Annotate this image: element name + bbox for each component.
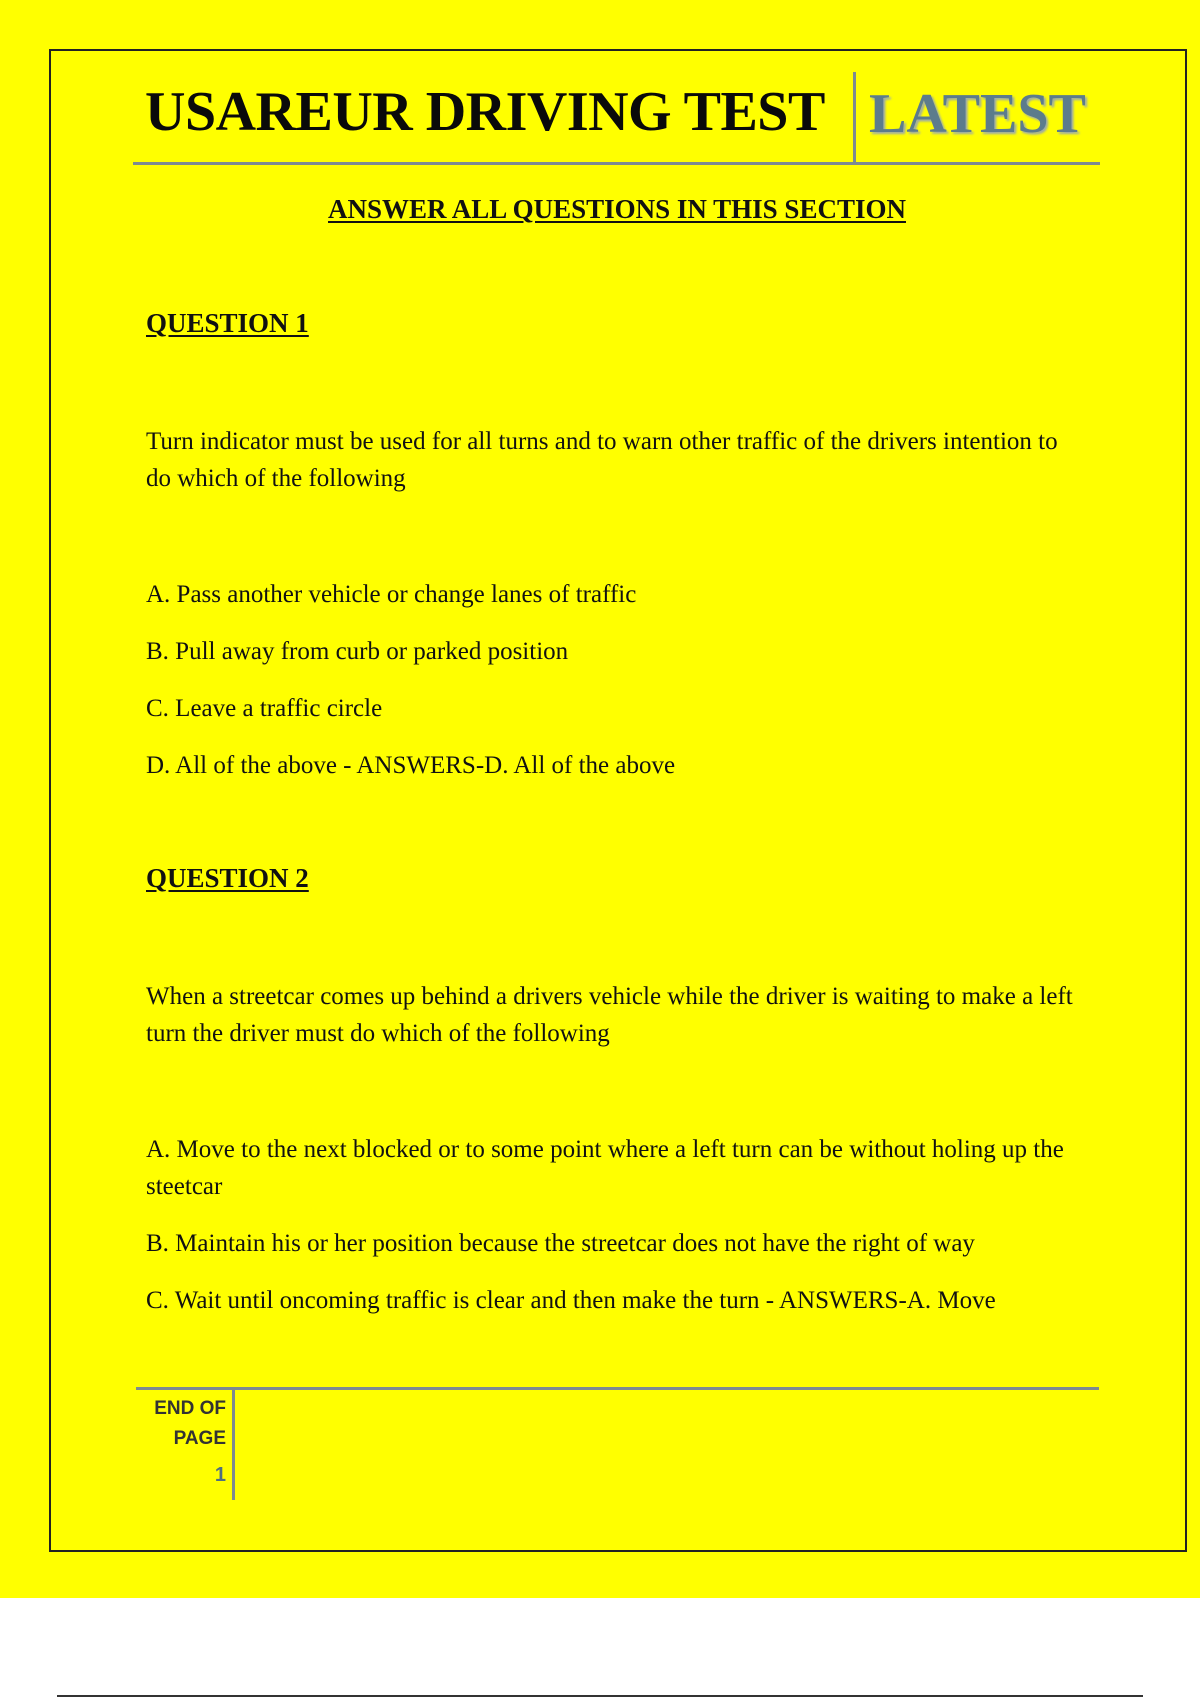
end-of-page-label: [140, 1394, 226, 1454]
title-row: [133, 72, 1100, 164]
question-2-heading: QUESTION 2: [146, 863, 309, 893]
question-2-text: When a streetcar comes up behind a drivers vehicle while the driver is waiting to make a left turn the driver must do which of the following: [146, 983, 1073, 1047]
question-2-option-b: B. Maintain his or her position because the streetcar does not have the right of way: [146, 1230, 975, 1257]
question-1-text: Turn indicator must be used for all turns and to warn other traffic of the drivers intention to do which of the following: [146, 428, 1058, 492]
page-number: 1: [214, 1464, 226, 1486]
question-1-option-b: B. Pull away from curb or parked position: [146, 638, 569, 665]
title-rule: [133, 162, 1100, 165]
question-1-option-a: A. Pass another vehicle or change lanes of traffic: [146, 581, 637, 608]
question-2-option-a: A. Move to the next blocked or to some point where a left turn can be without holing up the steetcar: [146, 1136, 1064, 1200]
latest-tag: LATEST: [869, 83, 1086, 145]
title-divider: [853, 72, 856, 162]
question-1-option-c: C. Leave a traffic circle: [146, 695, 383, 722]
question-1-option-d: D. All of the above - ANSWERS-D. All of the above: [146, 752, 676, 779]
page-border: [49, 49, 1187, 1552]
footer-divider: [232, 1390, 235, 1500]
question-1-heading: QUESTION 1: [146, 308, 309, 338]
end-of-page-line-2: PAGE: [173, 1428, 226, 1449]
question-2-option-c: C. Wait until oncoming traffic is clear and then make the turn - ANSWERS-A. Move: [146, 1287, 996, 1314]
document-title: USAREUR DRIVING TEST: [145, 81, 825, 143]
footer-rule: [136, 1387, 1099, 1390]
end-of-page-line-1: END OF: [154, 1398, 226, 1419]
bottom-rule: [57, 1695, 1143, 1697]
section-heading: ANSWER ALL QUESTIONS IN THIS SECTION: [328, 194, 906, 224]
